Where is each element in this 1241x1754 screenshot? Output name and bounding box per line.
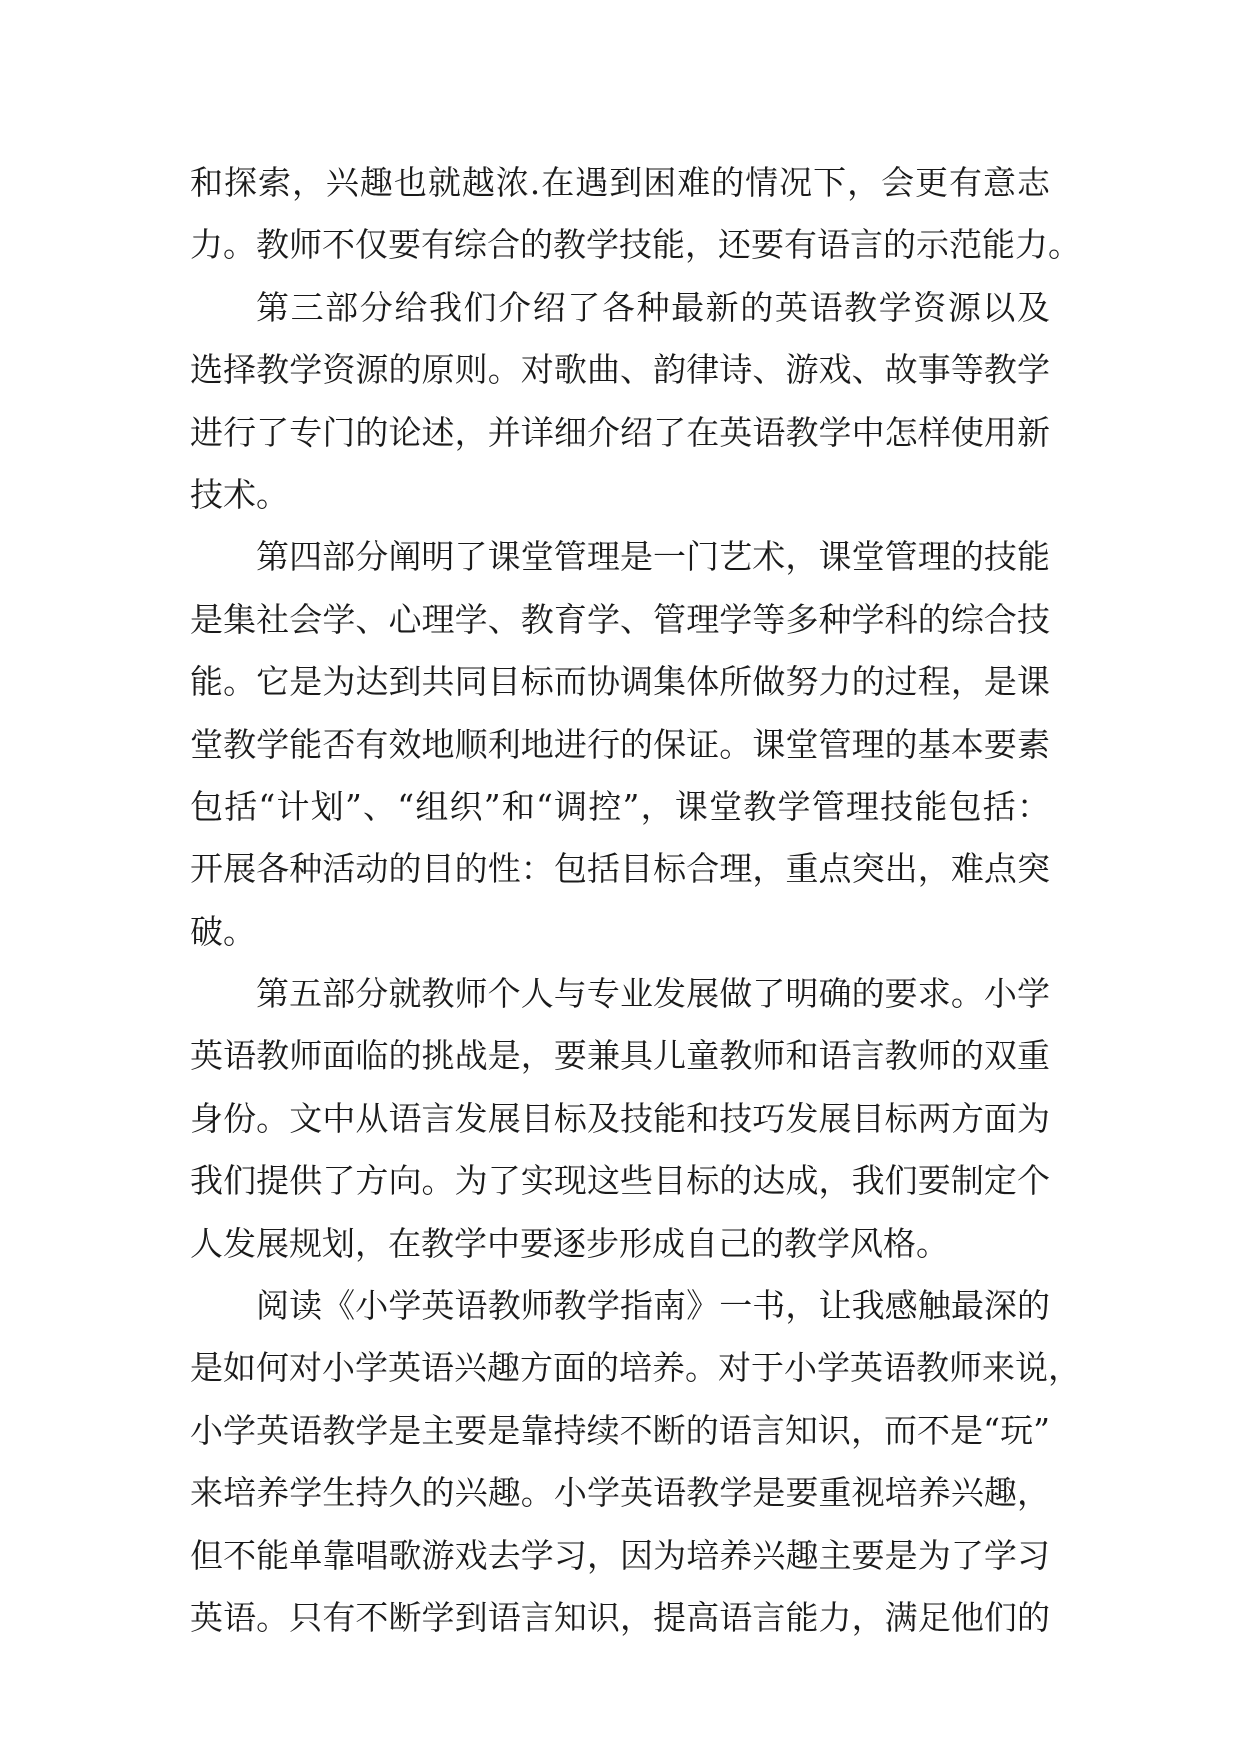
text-line: 英语。只有不断学到语言知识，提高语言能力，满足他们的	[190, 1597, 1050, 1637]
text-line: 技术。	[190, 474, 289, 514]
text-line: 阅读《小学英语教师教学指南》一书，让我感触最深的	[256, 1286, 1050, 1326]
text-line: 开展各种活动的目的性：包括目标合理，重点突出，难点突	[190, 849, 1050, 889]
text-line: 破。	[190, 911, 256, 951]
text-line: 来培养学生持久的兴趣。小学英语教学是要重视培养兴趣，	[190, 1473, 1050, 1513]
document-body	[190, 152, 1081, 1649]
text-line: 身份。文中从语言发展目标及技能和技巧发展目标两方面为	[190, 1098, 1050, 1138]
text-line: 我们提供了方向。为了实现这些目标的达成，我们要制定个	[190, 1161, 1050, 1201]
text-line: 包括“计划”、“组织”和“调控”，课堂教学管理技能包括：	[190, 786, 1050, 826]
text-line: 堂教学能否有效地顺利地进行的保证。课堂管理的基本要素	[190, 724, 1050, 764]
text-line: 进行了专门的论述，并详细介绍了在英语教学中怎样使用新	[190, 412, 1050, 452]
text-line: 选择教学资源的原则。对歌曲、韵律诗、游戏、故事等教学	[190, 350, 1050, 390]
text-line: 力。教师不仅要有综合的教学技能，还要有语言的示范能力。	[190, 225, 1081, 265]
text-line: 是集社会学、心理学、教育学、管理学等多种学科的综合技	[190, 599, 1050, 639]
text-line: 是如何对小学英语兴趣方面的培养。对于小学英语教师来说，	[190, 1348, 1081, 1388]
text-line: 小学英语教学是主要是靠持续不断的语言知识，而不是“玩”	[190, 1410, 1050, 1450]
text-line: 能。它是为达到共同目标而协调集体所做努力的过程，是课	[190, 662, 1050, 702]
text-line: 英语教师面临的挑战是，要兼具儿童教师和语言教师的双重	[190, 1036, 1050, 1076]
text-line: 第三部分给我们介绍了各种最新的英语教学资源以及	[256, 287, 1050, 327]
text-line: 第五部分就教师个人与专业发展做了明确的要求。小学	[256, 974, 1050, 1014]
text-line: 第四部分阐明了课堂管理是一门艺术，课堂管理的技能	[256, 537, 1050, 577]
text-line: 人发展规划，在教学中要逐步形成自己的教学风格。	[190, 1223, 949, 1263]
text-line: 和探索，兴趣也就越浓.在遇到困难的情况下，会更有意志	[190, 163, 1050, 202]
text-line: 但不能单靠唱歌游戏去学习，因为培养兴趣主要是为了学习	[190, 1535, 1050, 1575]
